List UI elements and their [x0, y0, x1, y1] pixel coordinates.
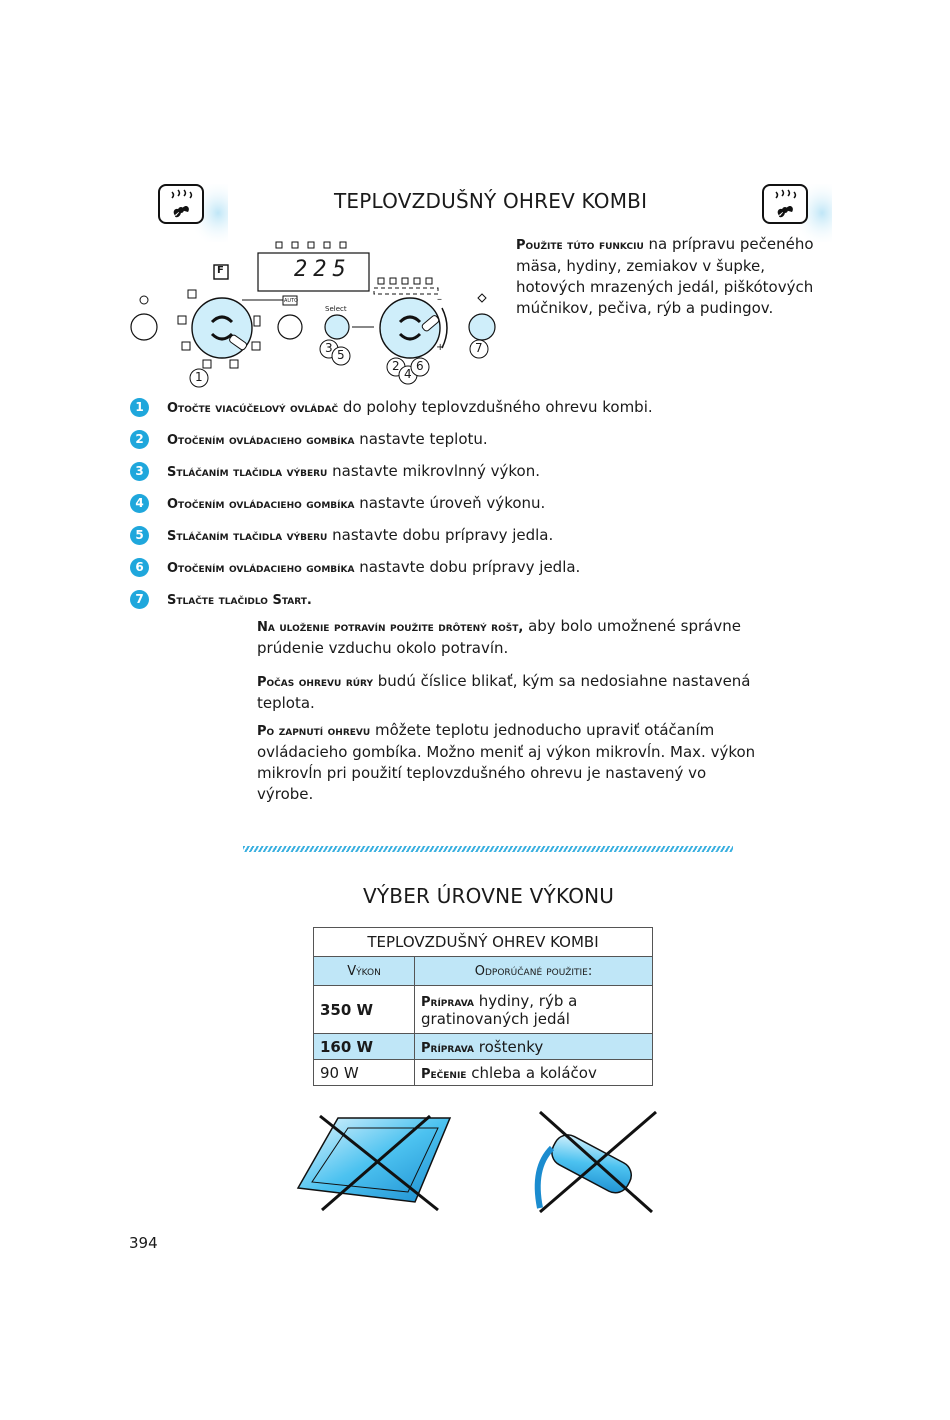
page-number: 394	[129, 1234, 158, 1252]
step-number: 6	[130, 558, 149, 577]
note-lead: Počas ohrevu rúry	[257, 675, 374, 690]
step-text: do polohy teplovzdušného ohrevu kombi.	[338, 398, 653, 416]
callout-1: 1	[195, 370, 203, 384]
fan-convection-icon	[762, 184, 808, 224]
callout-5: 5	[337, 348, 345, 362]
callout-6: 6	[416, 359, 424, 373]
note-lead: Na uloženie potravín použite drôtený rošt,	[257, 620, 524, 635]
power-value: 160 W	[314, 1034, 415, 1060]
crossed-out-bottle-icon	[522, 1108, 662, 1214]
step-number: 2	[130, 430, 149, 449]
step-2	[130, 428, 488, 450]
step-4	[130, 492, 545, 514]
control-panel-diagram	[128, 238, 508, 390]
usage-text: roštenky	[474, 1037, 544, 1056]
step-number: 3	[130, 462, 149, 481]
step-text: nastavte dobu prípravy jedla.	[327, 526, 554, 544]
step-number: 1	[130, 398, 149, 417]
step-7	[130, 588, 312, 610]
note-heating	[257, 671, 757, 714]
step-text: nastavte teplotu.	[354, 430, 488, 448]
step-text: nastavte dobu prípravy jedla.	[354, 558, 581, 576]
step-1	[130, 396, 653, 418]
step-lead: Otočením ovládacieho gombíka	[167, 433, 355, 448]
intro-text: na prípravu pečeného mäsa, hydiny, zemiakov v šupke, hotových mrazených jedál, piškótových múčnikov, pečiva, rýb a pudingov.	[516, 235, 814, 317]
note-text: môžete teplotu jednoducho upraviť otáčaním ovládacieho gombíka. Možno meniť aj výkon mikrovĺn. Max. výkon mikrovĺn pri použití teplovzdušného ohrevu je nastavený vo výrobe.	[257, 721, 756, 803]
note-rack	[257, 616, 757, 659]
power-level-table	[313, 927, 653, 1086]
usage-cell	[415, 1060, 653, 1086]
column-header-usage: Odporúčané použitie:	[415, 957, 653, 986]
plus-label: +	[436, 342, 445, 353]
step-6	[130, 556, 580, 578]
page-title: TEPLOVZDUŠNÝ OHREV KOMBI	[334, 189, 648, 213]
step-number: 4	[130, 494, 149, 513]
usage-lead: Príprava	[421, 994, 475, 1010]
step-text: nastavte úroveň výkonu.	[354, 494, 546, 512]
auto-label: AUTO	[284, 298, 299, 304]
table-row	[314, 986, 653, 1034]
usage-lead: Pečenie	[421, 1066, 467, 1082]
function-label: F	[217, 265, 224, 276]
note-adjust	[257, 720, 757, 805]
step-number: 5	[130, 526, 149, 545]
step-lead: Otočením ovládacieho gombíka	[167, 497, 355, 512]
step-lead: Otočením ovládacieho gombíka	[167, 561, 355, 576]
step-5	[130, 524, 553, 546]
callout-7: 7	[475, 341, 483, 355]
step-3	[130, 460, 540, 482]
table-row	[314, 1034, 653, 1060]
note-text: aby bolo umožnené správne prúdenie vzduchu okolo potravín.	[257, 617, 741, 657]
usage-text: chleba a koláčov	[466, 1063, 597, 1082]
usage-text: hydiny, rýb a gratinovaných jedál	[421, 991, 578, 1028]
step-lead: Stláčaním tlačidla výberu	[167, 529, 328, 544]
section-divider	[243, 846, 733, 852]
note-text: budú číslice blikať, kým sa nedosiahne nastavená teplota.	[257, 672, 751, 712]
column-header-power: Výkon	[314, 957, 415, 986]
minus-label: –	[437, 294, 442, 305]
usage-cell	[415, 986, 653, 1034]
step-lead: Otočte viacúčelový ovládač	[167, 401, 339, 416]
step-lead: Stlačte tlačidlo Start.	[167, 593, 312, 608]
callout-2: 2	[392, 359, 400, 373]
usage-lead: Príprava	[421, 1040, 475, 1056]
note-lead: Po zapnutí ohrevu	[257, 724, 371, 739]
table-row	[314, 1060, 653, 1086]
step-lead: Stláčaním tlačidla výberu	[167, 465, 328, 480]
step-text: nastavte mikrovlnný výkon.	[327, 462, 541, 480]
intro-lead: Použite túto funkciu	[516, 238, 644, 253]
step-number: 7	[130, 590, 149, 609]
callout-3: 3	[325, 341, 333, 355]
power-value: 90 W	[314, 1060, 415, 1086]
power-value: 350 W	[314, 986, 415, 1034]
crossed-out-tray-icon	[290, 1110, 460, 1214]
intro-paragraph	[516, 234, 826, 319]
section-title: VÝBER ÚROVNE VÝKONU	[363, 884, 615, 908]
oven-display: 225	[294, 257, 352, 282]
callout-4: 4	[404, 367, 412, 381]
select-label: Select	[325, 305, 347, 313]
usage-cell	[415, 1034, 653, 1060]
fan-convection-icon	[158, 184, 204, 224]
table-caption: TEPLOVZDUŠNÝ OHREV KOMBI	[314, 928, 653, 957]
